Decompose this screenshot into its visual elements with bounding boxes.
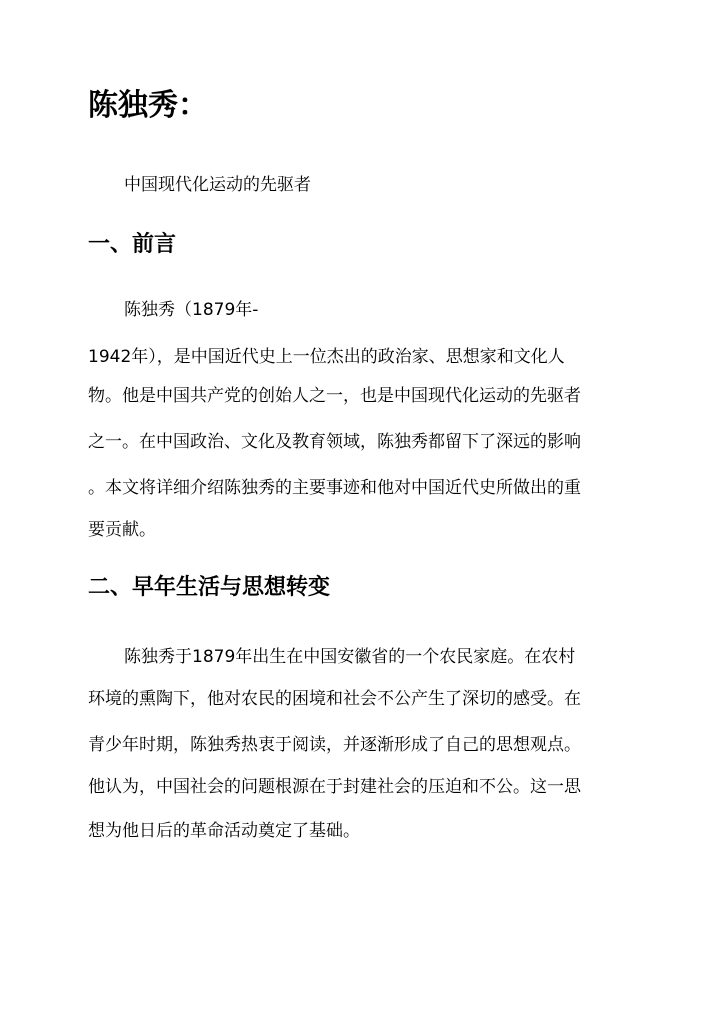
paragraph-line: 他认为，中国社会的问题根源在于封建社会的压迫和不公。这一思	[88, 777, 581, 797]
paragraph-line: 物。他是中国共产党的创始人之一，也是中国现代化运动的先驱者	[88, 386, 581, 406]
paragraph-line: 之一。在中国政治、文化及教育领域，陈独秀都留下了深远的影响	[88, 432, 581, 452]
paragraph-line: 环境的熏陶下，他对农民的困境和社会不公产生了深切的感受。在	[88, 689, 581, 709]
paragraph-line: 陈独秀（1879年-	[124, 300, 259, 320]
page-title: 陈独秀：	[88, 88, 208, 123]
section-heading-preface: 一、前言	[88, 232, 177, 257]
paragraph-line: 要贡献。	[88, 520, 156, 540]
paragraph-line: 1942年），是中国近代史上一位杰出的政治家、思想家和文化人	[88, 347, 565, 367]
paragraph-line: 想为他日后的革命活动奠定了基础。	[88, 821, 360, 841]
paragraph-line: 陈独秀于1879年出生在中国安徽省的一个农民家庭。在农村	[124, 647, 576, 667]
paragraph-line: 青少年时期，陈独秀热衷于阅读，并逐渐形成了自己的思想观点。	[88, 735, 581, 755]
paragraph-line: 。本文将详细介绍陈独秀的主要事迹和他对中国近代史所做出的重	[88, 478, 581, 498]
section-heading-early-life: 二、早年生活与思想转变	[88, 575, 331, 600]
page-subtitle: 中国现代化运动的先驱者	[124, 175, 311, 195]
